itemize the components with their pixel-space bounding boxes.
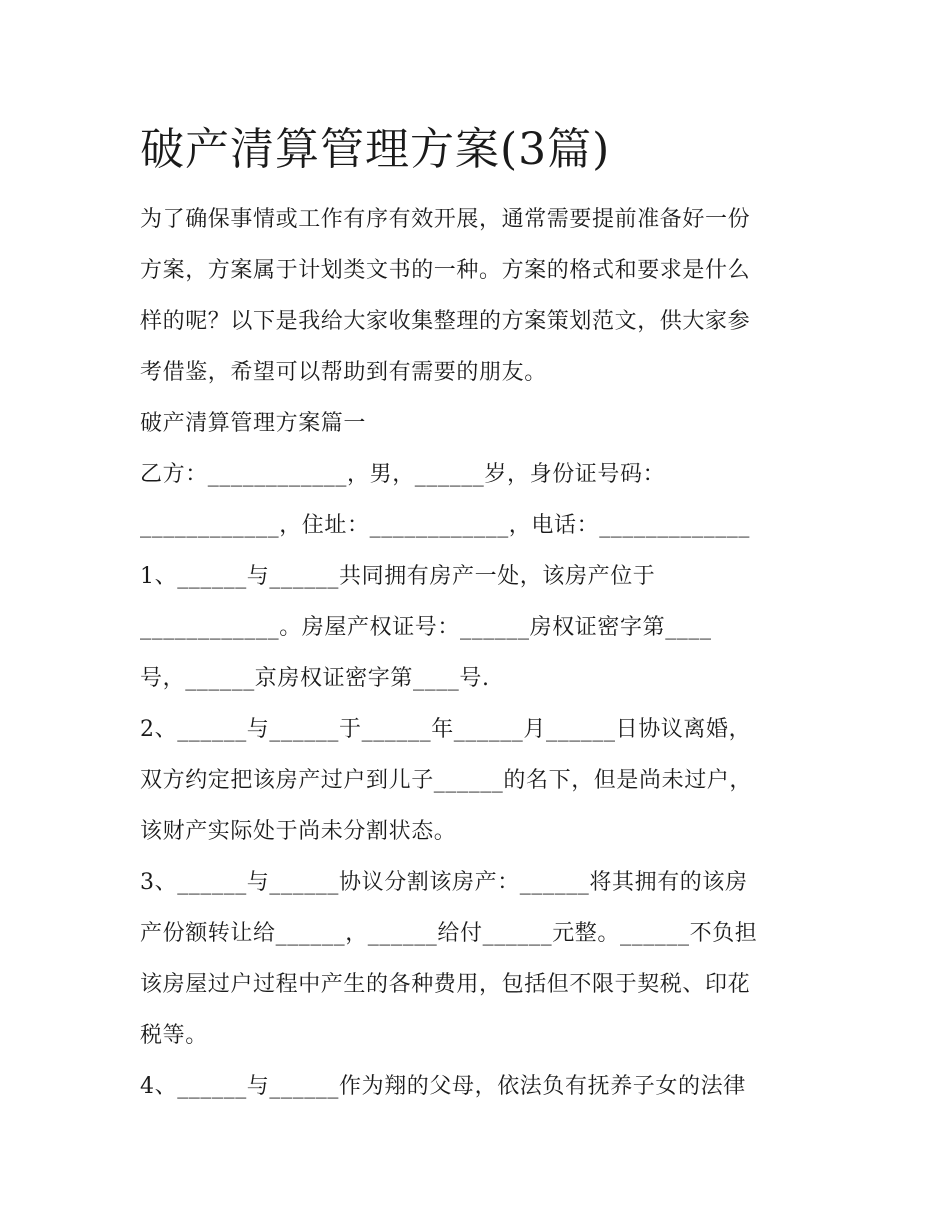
section-heading: 破产清算管理方案篇一 (140, 411, 367, 436)
intro-line-4: 考借鉴，希望可以帮助到有需要的朋友。 (140, 360, 547, 385)
clause-3-line-3: 该房屋过户过程中产生的各种费用，包括但不限于契税、印花 (140, 972, 751, 997)
clause-3-line-4: 税等。 (140, 1023, 208, 1048)
clause-3-line-2: 产份额转让给______，______给付______元整。______不负担 (140, 921, 758, 946)
intro-line-3: 样的呢？以下是我给大家收集整理的方案策划范文，供大家参 (140, 309, 751, 334)
document-title: 破产清算管理方案(3篇) (140, 124, 611, 175)
intro-line-1: 为了确保事情或工作有序有效开展，通常需要提前准备好一份 (140, 207, 751, 232)
clause-3-line-1: 3、______与______协议分割该房产：______将其拥有的该房 (140, 870, 748, 895)
clause-2-line-1: 2、______与______于______年______月______日协议离婚， (140, 717, 752, 742)
document-page (140, 118, 820, 1112)
intro-line-2: 方案，方案属于计划类文书的一种。方案的格式和要求是什么 (140, 258, 751, 283)
clause-1-line-2: ____________。房屋产权证号：______房权证密字第____ (140, 615, 712, 640)
clause-4-line-1: 4、______与______作为翔的父母，依法负有抚养子女的法律 (140, 1074, 746, 1099)
clause-2-line-2: 双方约定把该房产过户到儿子______的名下，但是尚未过户， (140, 768, 753, 793)
clause-2-line-3: 该财产实际处于尚未分割状态。 (140, 819, 457, 844)
party-b-line-1: 乙方：____________，男，______岁，身份证号码： (140, 462, 666, 487)
clause-1-line-1: 1、______与______共同拥有房产一处，该房产位于 (140, 564, 656, 589)
clause-1-line-3: 号，______京房权证密字第____号. (140, 666, 490, 691)
party-b-line-2: ____________，住址：____________，电话：_____________ (140, 513, 751, 538)
